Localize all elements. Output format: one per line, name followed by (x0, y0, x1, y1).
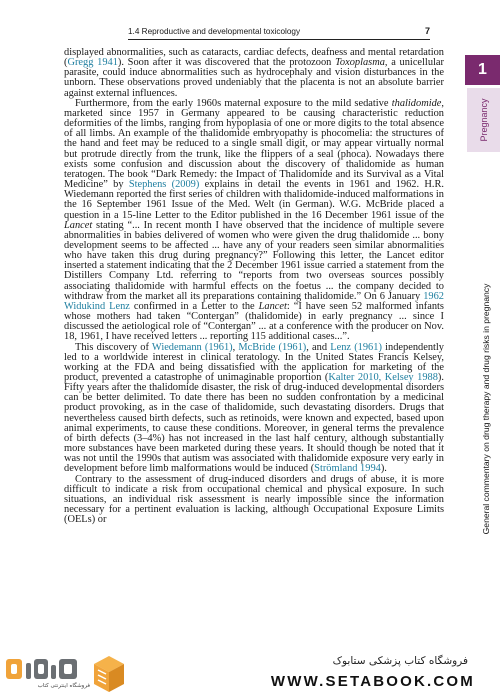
citation-link[interactable]: 1962 Widukind Lenz (64, 290, 444, 312)
text-run: ). Fifty years after the thalidomide disaster, the risk of drug-induced developmental disorders can be better delimited. To date there has been no sudden confrontation by a medicinal product provoking, as in the case of thalidomide, such devastating disorders. Drugs that nevertheless caused birth defects, such as retinoids, were known and expected, based upon animal experiments, to cause these conditions. Moreover, in general terms the prevalence of birth defects (3–4%) has not increased in the last half century, although substantially more substances have been marketed during these years. It should though be noted that it was not until the 1990s that autism was associated with thalidomide exposure very early in development before limb malformations would be induced ( (64, 372, 444, 475)
running-header (128, 24, 430, 38)
chapter-label-tab (467, 88, 500, 152)
text-run: confirmed in a Letter to the (129, 300, 259, 312)
text-run: displayed abnormalities, such as cataracts, cardiac defects, deafness and mental retardation ( (64, 47, 444, 69)
text-run: independently led to a worldwide interest in clinical teratology. In the United States Francis Kelsey, working at the FDA and being dissatisfied with the application for marketing of the product, prevented a catastrophe of unimaginable proportion ( (64, 341, 444, 383)
italic-text: Lancet (64, 219, 93, 231)
citation-link[interactable]: Wiedemann (1961) (151, 341, 233, 353)
logo-caption: فروشگاه اینترنتی کتاب (37, 683, 90, 689)
body-paragraph (64, 99, 444, 343)
text-run: stating “... In recent month I have observed that the incidence of multiple severe abnormalities in babies delivered of women who were given the drug thalidomide ... bony development seems to be affected ... have any of your readers seen similar abnormalities who have taken this drug during pregnancy?” Following this letter, the Lancet editor inserted a statement indicating that the 2 December 1961 issue carried a statement from the Distillers Company Ltd. referring to “reports from two overseas sources possibly associating thalidomide with harmful effects on the foetus ... the company decided to withdraw from the market all its preparations containing thalidomide.” On 6 January (64, 219, 444, 302)
text-run: ). Soon after it was discovered that the protozoon (117, 57, 336, 69)
body-text (64, 48, 444, 525)
italic-text: thalidomide (391, 97, 442, 109)
citation-link[interactable]: Lenz (1961) (330, 341, 382, 353)
text-run: , marketed since 1957 in Germany appeared to be causing characteristic reduction deformities of the limbs, ranging from hypoplasia of one or more digits to the total absence of all limbs. An example of the thalidomide embryopathy is phocomelia: the structures of the hand and feet may be reduced to a single small digit, or may appear virtually normal but protrude directly from the trunk, like the flippers of a seal (phoca). Nowadays there exists some confusion and discussion about the discovery of thalidomide as human teratogen. The book “Dark Remedy: the Impact of Thalidomide and its Survival as a Vital Medicine” by (64, 97, 444, 191)
citation-link[interactable]: Strömland 1994 (314, 463, 381, 475)
chapter-label: Pregnancy (478, 98, 489, 142)
text-run: Furthermore, from the early 1960s maternal exposure to the mild sedative (75, 97, 392, 109)
text-run: : “I have seen 52 malformed infants whose mothers had taken “Contergan” (thalidomide) in early pregnancy ... since I discussed the aetiological role of “Contergan” ... at a conference with the producer on Nov. 18, 1961, I have received letters ... reporting 115 additional cases...”. (64, 300, 444, 343)
store-url-link[interactable]: WWW.SETABOOK.COM (270, 673, 475, 690)
italic-text: Lancet (258, 300, 287, 312)
page-number: 7 (424, 26, 430, 36)
side-book-title-text: General commentary on drug therapy and drug risks in pregnancy (481, 283, 491, 535)
text-run: , a unicellular parasite, could induce abnormalities such as hydrocephaly and vision disturbances in the unborn. These observations proved undeniably that the placenta is not an absolute barrier against external influences. (64, 57, 444, 99)
citation-link[interactable]: Kalter 2010, Kelsey 1988 (328, 372, 438, 383)
book-cube-icon (92, 654, 126, 694)
header-rule (128, 39, 430, 40)
text-run: This discovery of (75, 341, 152, 353)
text-run: , and (306, 341, 331, 353)
setabook-logo-icon (4, 655, 84, 695)
text-run: explains in detail the events in 1961 and 1962. H.R. Wiedemann reported the first series of children with thalidomide-induced malformations in the 16 September 1961 Issue of the Med. Welt (in German). W.G. McBride placed a question in a 15-line Letter to the Editor published in the 16 December 1961 issue of the (64, 179, 444, 221)
side-book-title (476, 170, 496, 648)
body-paragraph (64, 343, 444, 475)
text-run: , (232, 341, 239, 353)
chapter-tab (465, 55, 500, 85)
text-run: ). (380, 463, 387, 475)
citation-link[interactable]: Gregg 1941 (67, 57, 118, 69)
running-header-title: 1.4 Reproductive and developmental toxicology (128, 26, 301, 36)
citation-link[interactable]: Stephens (2009) (128, 179, 200, 191)
italic-text: Toxoplasma (335, 57, 385, 69)
citation-link[interactable]: McBride (1961) (238, 341, 307, 353)
body-paragraph (64, 475, 444, 526)
body-paragraph (64, 48, 444, 99)
text-run: Contrary to the assessment of drug-induced disorders and drugs of abuse, it is more difficult to indicate a risk from occupational chemical and physical exposure. In such situations, an individual risk assessment is nearly impossible since the information necessary for a pertinent evaluation is lacking, although Occupational Exposure Limits (OELs) or (64, 473, 444, 526)
store-name: فروشگاه کتاب پزشکی ستابوک (332, 655, 468, 667)
chapter-number: 1 (478, 61, 487, 78)
